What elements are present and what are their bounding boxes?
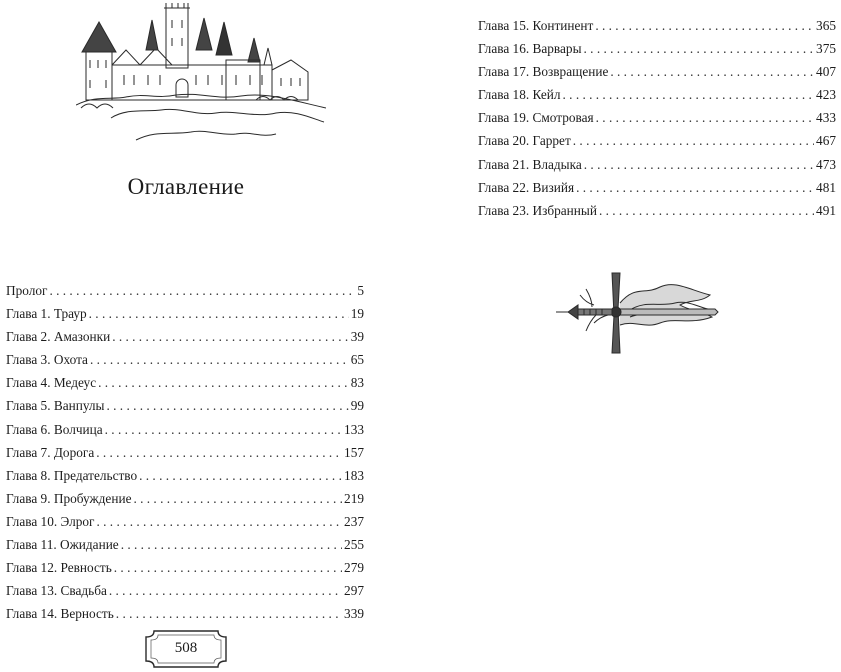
toc-leader-dots (584, 157, 814, 173)
castle-illustration (76, 0, 326, 150)
toc-entry-page: 365 (816, 18, 836, 33)
page-number: 508 (174, 640, 198, 656)
toc-entry (478, 41, 836, 64)
toc-entry (478, 18, 836, 41)
toc-entry-page: 83 (350, 375, 364, 391)
toc-leader-dots (90, 352, 349, 368)
toc-entry-title: Глава 19. Смотровая (478, 110, 594, 126)
toc-list-right (478, 18, 836, 226)
toc-entry-page: 183 (344, 467, 364, 483)
toc-entry-page: 375 (816, 41, 836, 57)
toc-entry (6, 491, 364, 514)
toc-entry (6, 537, 364, 560)
toc-entry (6, 606, 364, 629)
toc-entry-page: 279 (344, 560, 364, 576)
toc-entry-title: Глава 23. Избранный (478, 202, 597, 218)
toc-entry-title: Глава 15. Континент (478, 18, 594, 33)
toc-leader-dots (133, 491, 342, 507)
toc-entry-title: Пролог (6, 283, 48, 298)
toc-entry-title: Глава 17. Возвращение (478, 64, 609, 80)
toc-entry-title: Глава 6. Волчица (6, 421, 103, 437)
toc-entry-title: Глава 20. Гаррет (478, 133, 571, 149)
toc-leader-dots (105, 422, 342, 438)
toc-leader-dots (98, 375, 349, 391)
toc-leader-dots (121, 537, 342, 553)
toc-entry-page: 99 (350, 398, 364, 414)
toc-entry-page: 339 (344, 606, 364, 622)
toc-entry (6, 398, 364, 421)
toc-leader-dots (563, 87, 815, 103)
toc-leader-dots (610, 64, 814, 80)
toc-entry-title: Глава 16. Варвары (478, 41, 582, 57)
toc-entry (6, 329, 364, 352)
toc-entry (478, 110, 836, 133)
toc-entry-title: Глава 13. Свадьба (6, 583, 107, 599)
toc-leader-dots (573, 133, 814, 149)
toc-entry-page: 433 (816, 110, 836, 126)
toc-leader-dots (109, 583, 342, 599)
toc-entry (478, 180, 836, 203)
sword-illustration (550, 265, 720, 355)
toc-entry-title: Глава 18. Кейл (478, 87, 561, 103)
toc-entry-title: Глава 10. Элрог (6, 513, 95, 529)
toc-heading: Оглавление (127, 174, 245, 199)
toc-list-left (6, 283, 364, 629)
toc-entry-title: Глава 14. Верность (6, 606, 114, 622)
toc-entry-title: Глава 4. Медеус (6, 375, 97, 391)
toc-entry-page: 5 (357, 283, 364, 298)
toc-entry-title: Глава 5. Ванпулы (6, 398, 105, 414)
toc-entry-title: Глава 8. Предательство (6, 467, 138, 483)
toc-entry-title: Глава 11. Ожидание (6, 537, 119, 553)
toc-entry-page: 423 (816, 87, 836, 103)
toc-entry (478, 64, 836, 87)
toc-entry-page: 157 (344, 444, 364, 460)
toc-entry-title: Глава 9. Пробуждение (6, 490, 132, 506)
toc-entry-page: 65 (350, 352, 364, 368)
toc-entry (6, 352, 364, 375)
toc-entry-title: Глава 1. Траур (6, 306, 87, 322)
toc-leader-dots (114, 560, 342, 576)
toc-entry-page: 39 (350, 329, 364, 345)
toc-entry-page: 481 (816, 179, 836, 195)
toc-entry (6, 422, 364, 445)
toc-entry-title: Глава 21. Владыка (478, 156, 582, 172)
toc-leader-dots (116, 606, 342, 622)
toc-leader-dots (595, 18, 814, 34)
toc-entry-page: 219 (344, 490, 364, 506)
toc-entry-page: 407 (816, 64, 836, 80)
toc-leader-dots (584, 41, 815, 57)
toc-entry (478, 133, 836, 156)
toc-leader-dots (112, 329, 349, 345)
toc-entry-page: 19 (350, 306, 364, 322)
toc-leader-dots (97, 514, 343, 530)
toc-entry (478, 157, 836, 180)
toc-entry-title: Глава 2. Амазонки (6, 329, 111, 345)
toc-leader-dots (596, 110, 814, 126)
toc-entry (6, 306, 364, 329)
toc-entry-page: 133 (344, 421, 364, 437)
toc-entry (6, 560, 364, 583)
toc-leader-dots (107, 398, 349, 414)
toc-leader-dots (576, 180, 814, 196)
toc-entry-page: 297 (344, 583, 364, 599)
toc-entry (478, 203, 836, 226)
toc-entry-page: 467 (816, 133, 836, 149)
toc-leader-dots (49, 283, 355, 299)
toc-leader-dots (599, 203, 814, 219)
toc-entry-page: 491 (816, 202, 836, 218)
toc-entry-title: Глава 22. Визийя (478, 179, 575, 195)
toc-entry-page: 255 (344, 537, 364, 553)
toc-entry-title: Глава 3. Охота (6, 352, 88, 368)
toc-entry (478, 87, 836, 110)
toc-entry-title: Глава 12. Ревность (6, 560, 112, 576)
toc-entry-page: 237 (344, 513, 364, 529)
toc-entry (6, 283, 364, 306)
toc-entry (6, 583, 364, 606)
toc-entry (6, 468, 364, 491)
toc-entry-page: 473 (816, 156, 836, 172)
toc-entry-title: Глава 7. Дорога (6, 444, 95, 460)
toc-leader-dots (89, 306, 349, 322)
toc-entry (6, 445, 364, 468)
toc-entry (6, 375, 364, 398)
toc-leader-dots (139, 468, 342, 484)
toc-leader-dots (96, 445, 342, 461)
toc-entry (6, 514, 364, 537)
